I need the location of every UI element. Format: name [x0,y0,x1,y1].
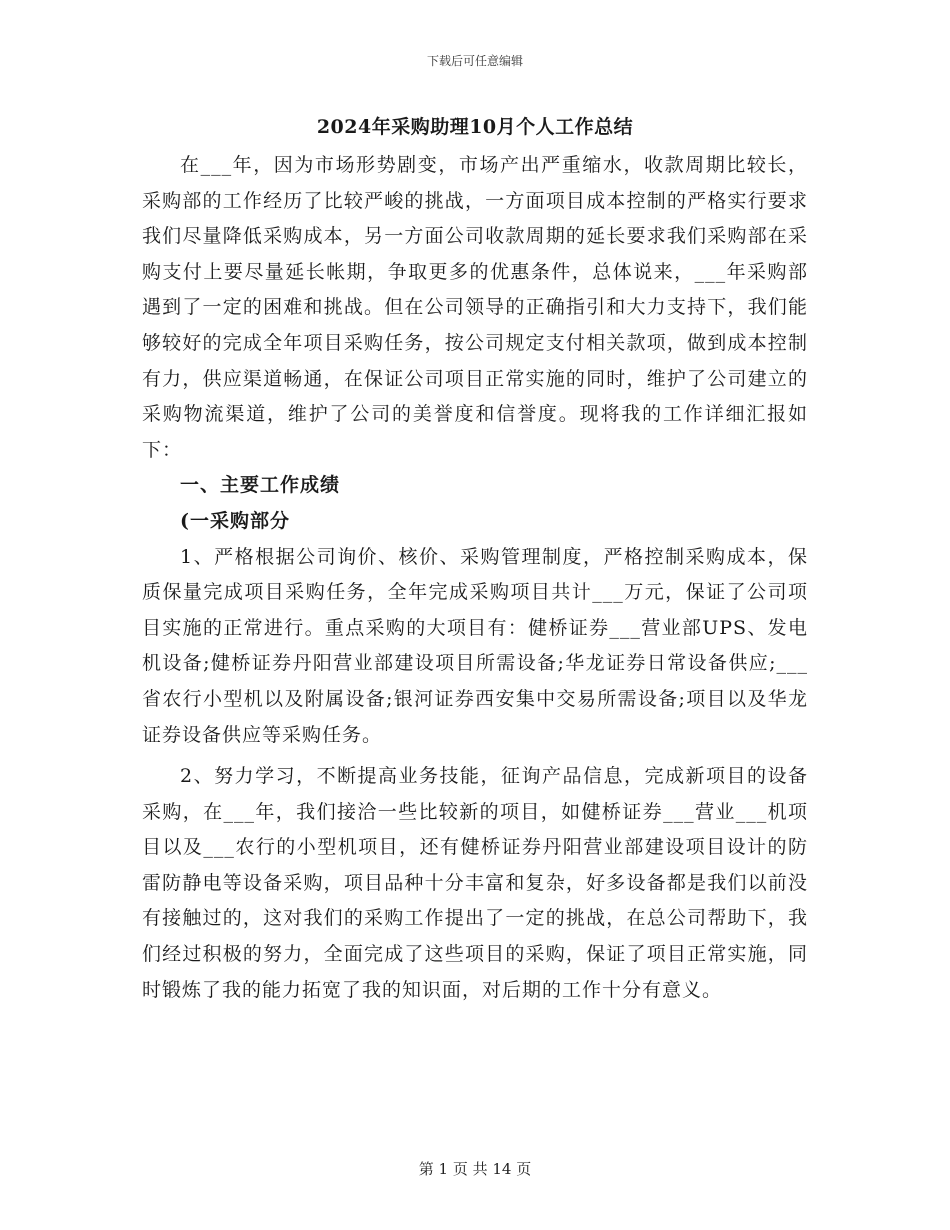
item-paragraph-2: 2、努力学习，不断提高业务技能，征询产品信息，完成新项目的设备采购，在___年，我们接洽一些比较新的项目，如健桥证券___营业___机项目以及___农行的小型机项目，还有健桥证券丹阳营业部建设项目设计的防雷防静电等设备采购，项目品种十分丰富和复杂，好多设备都是我们以前没有接触过的，这对我们的采购工作提出了一定的挑战，在总公司帮助下，我们经过积极的努力，全面完成了这些项目的采购，保证了项目正常实施，同时锻炼了我的能力拓宽了我的知识面，对后期的工作十分有意义。 [142,765,808,1001]
item-paragraph-1: 1、严格根据公司询价、核价、采购管理制度，严格控制采购成本，保质保量完成项目采购任务，全年完成采购项目共计___万元，保证了公司项目实施的正常进行。重点采购的大项目有：健桥证券___营业部UPS、发电机设备;健桥证券丹阳营业部建设项目所需设备;华龙证券日常设备供应;___省农行小型机以及附属设备;银河证券西安集中交易所需设备;项目以及华龙证券设备供应等采购任务。 [142,545,808,746]
section-heading: 一、主要工作成绩 [180,474,341,497]
subsection-heading: (一采购部分 [180,509,290,532]
document-title: 2024年采购助理10月个人工作总结 [316,116,634,138]
intro-paragraph: 在___年，因为市场形势剧变，市场产出严重缩水，收款周期比较长，采购部的工作经历了比较严峻的挑战，一方面项目成本控制的严格实行要求我们尽量降低采购成本，另一方面公司收款周期的延长要求我们采购部在采购支付上要尽量延长帐期，争取更多的优惠条件，总体说来，___年采购部遇到了一定的困难和挑战。但在公司领导的正确指引和大力支持下，我们能够较好的完成全年项目采购任务，按公司规定支付相关款项，做到成本控制有力，供应渠道畅通，在保证公司项目正常实施的同时，维护了公司建立的采购物流渠道，维护了公司的美誉度和信誉度。现将我的工作详细汇报如下： [142,154,808,461]
page-header-note: 下载后可任意编辑 [426,54,523,68]
page-number: 第 1 页 共 14 页 [418,1160,532,1178]
document-body [142,148,808,1008]
